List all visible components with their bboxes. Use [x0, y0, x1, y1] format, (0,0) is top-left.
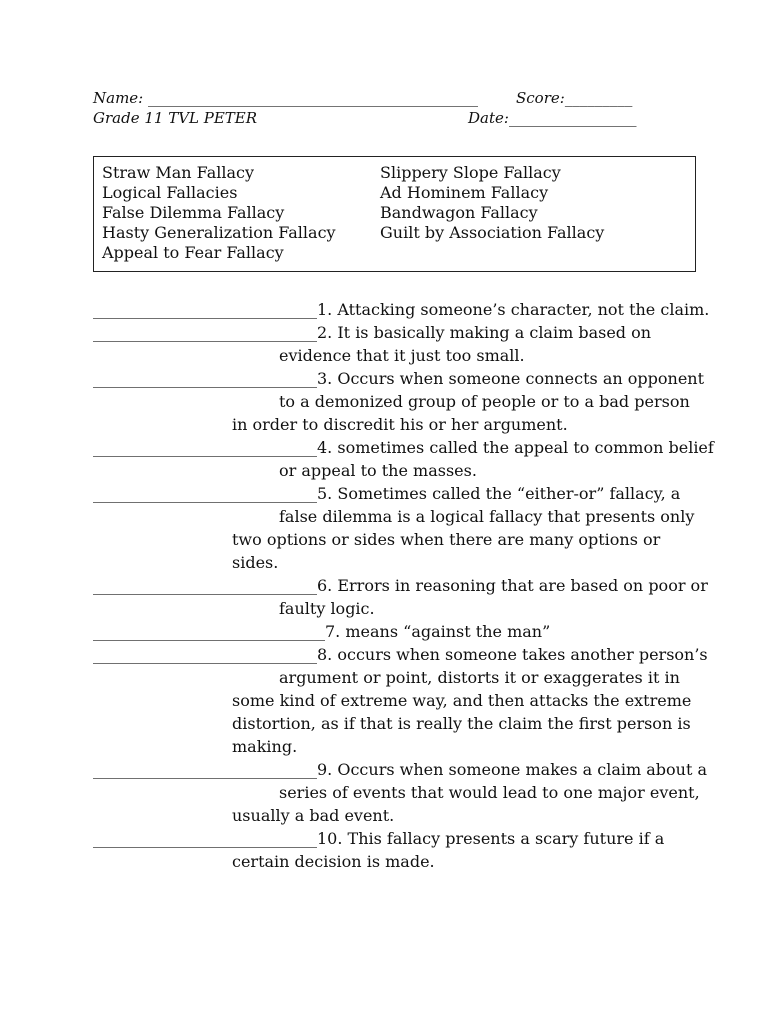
question-text: making.: [232, 737, 298, 756]
question-text: 8. occurs when someone takes another person’s: [317, 645, 708, 664]
word-bank-left-column: [102, 163, 336, 263]
question-text: 5. Sometimes called the “either-or” fallacy, a: [317, 484, 681, 503]
answer-blank: ____________________________: [93, 760, 317, 779]
question-text: evidence that it just too small.: [279, 346, 525, 365]
answer-blank: ____________________________: [93, 484, 317, 503]
question-text: or appeal to the masses.: [279, 461, 477, 480]
question-text: 1. Attacking someone’s character, not the claim.: [317, 300, 710, 319]
class-label: Grade 11 TVL PETER: [93, 109, 258, 127]
word-bank-item: Slippery Slope Fallacy: [380, 163, 561, 182]
question-text: faulty logic.: [279, 599, 375, 618]
answer-blank: ____________________________: [93, 645, 317, 664]
answer-blank: ____________________________: [93, 323, 317, 342]
question-text: some kind of extreme way, and then attacks the extreme: [232, 691, 692, 710]
question-text: usually a bad event.: [232, 806, 395, 825]
question-line: [93, 574, 708, 597]
question-text: 10. This fallacy presents a scary future if a: [317, 829, 665, 848]
question-text: in order to discredit his or her argument.: [232, 415, 568, 434]
question-line: [93, 436, 714, 459]
question-text: certain decision is made.: [232, 852, 435, 871]
question-line: [93, 482, 693, 505]
word-bank-box: [93, 156, 696, 272]
question-item-3: [93, 367, 705, 436]
word-bank-item: Hasty Generalization Fallacy: [102, 223, 336, 242]
answer-blank: _____________________________: [93, 622, 325, 641]
score-blank: _________: [564, 89, 633, 107]
question-text: two options or sides when there are many options or: [232, 530, 661, 549]
date-label: [468, 108, 636, 128]
question-item-2: [93, 321, 693, 367]
word-bank-right-column: [380, 163, 604, 243]
question-item-4: [93, 436, 714, 482]
question-text: series of events that would lead to one major event,: [279, 783, 700, 802]
answer-blank: ____________________________: [93, 438, 317, 457]
question-item-8: [93, 643, 708, 758]
name-label-text: Name:: [93, 89, 144, 107]
question-item-6: [93, 574, 708, 620]
question-text: 6. Errors in reasoning that are based on poor or: [317, 576, 708, 595]
score-label-text: Score:: [516, 89, 565, 107]
word-bank-item: Logical Fallacies: [102, 183, 238, 202]
question-item-9: [93, 758, 708, 827]
word-bank-item: Bandwagon Fallacy: [380, 203, 538, 222]
question-text: argument or point, distorts it or exaggerates it in: [279, 668, 680, 687]
question-item-1: [93, 298, 710, 321]
question-text: 2. It is basically making a claim based on: [317, 323, 652, 342]
name-blank: ____________________________________________: [148, 89, 479, 107]
answer-blank: ____________________________: [93, 576, 317, 595]
date-blank: _________________: [508, 109, 637, 127]
question-line: [93, 321, 693, 344]
question-line: [93, 643, 708, 666]
score-label: [516, 88, 632, 108]
word-bank-item: Ad Hominem Fallacy: [380, 183, 549, 202]
question-item-5: [93, 482, 693, 574]
question-list: [93, 298, 714, 873]
word-bank-item: Guilt by Association Fallacy: [380, 223, 605, 242]
word-bank-item: Straw Man Fallacy: [102, 163, 254, 182]
answer-blank: ____________________________: [93, 369, 317, 388]
date-label-text: Date:: [468, 109, 509, 127]
question-line: [93, 298, 710, 321]
question-item-10: [93, 827, 693, 873]
name-label: [93, 88, 478, 108]
question-text: 9. Occurs when someone makes a claim about a: [317, 760, 708, 779]
question-item-7: [93, 620, 693, 643]
word-bank-item: Appeal to Fear Fallacy: [102, 243, 284, 262]
question-line: [93, 367, 705, 390]
question-text: sides.: [232, 553, 279, 572]
question-text: 4. sometimes called the appeal to common belief: [317, 438, 714, 457]
question-line: [93, 827, 693, 850]
question-text: 3. Occurs when someone connects an opponent: [317, 369, 705, 388]
question-text: false dilemma is a logical fallacy that presents only: [279, 507, 695, 526]
question-text: to a demonized group of people or to a bad person: [279, 392, 690, 411]
question-line: [93, 620, 693, 643]
question-text: 7. means “against the man”: [325, 622, 551, 641]
answer-blank: ____________________________: [93, 829, 317, 848]
word-bank-item: False Dilemma Fallacy: [102, 203, 285, 222]
question-text: distortion, as if that is really the claim the first person is: [232, 714, 691, 733]
question-line: [93, 758, 708, 781]
answer-blank: ____________________________: [93, 300, 317, 319]
